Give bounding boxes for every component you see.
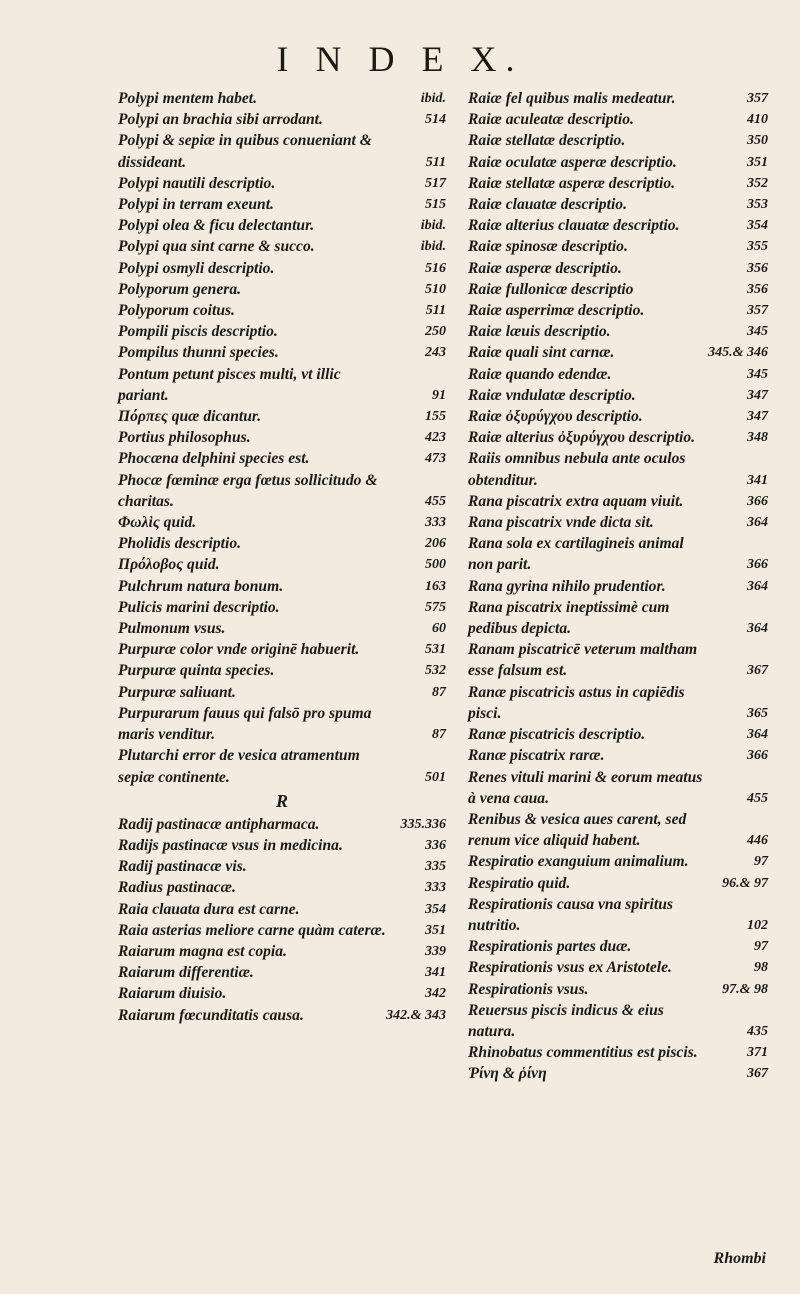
index-entry bbox=[468, 639, 768, 681]
entry-text: Polyporum genera. bbox=[118, 280, 242, 298]
index-entry bbox=[468, 194, 768, 215]
index-entry bbox=[468, 957, 768, 978]
entry-page-number: ibid. bbox=[420, 218, 446, 234]
index-entry bbox=[118, 279, 446, 300]
entry-page-number: 473 bbox=[425, 451, 446, 467]
entry-text: Purpuræ saliuant. bbox=[118, 683, 236, 701]
index-entry bbox=[468, 130, 768, 151]
entry-text: Ranæ piscatricis descriptio. bbox=[468, 726, 646, 744]
entry-text: Respirationis vsus ex Aristotele. bbox=[468, 959, 672, 977]
entry-text: Πόρπες quæ dicantur. bbox=[118, 408, 261, 426]
entry-page-number: 366 bbox=[747, 557, 768, 573]
section-letter: R bbox=[275, 790, 288, 811]
index-entry bbox=[468, 809, 768, 851]
index-entry bbox=[468, 576, 768, 597]
index-entry bbox=[118, 427, 446, 448]
entry-page-number: 341 bbox=[425, 965, 446, 981]
index-entry bbox=[468, 597, 768, 639]
entry-page-number: 333 bbox=[425, 515, 446, 531]
entry-text: Reuersus piscis indicus & eius natura. bbox=[468, 1001, 664, 1040]
entry-text: Raiæ ὀξυρύγχου descriptio. bbox=[468, 408, 643, 426]
entry-page-number: 206 bbox=[425, 536, 446, 552]
entry-page-number: 97.& 98 bbox=[722, 981, 768, 997]
entry-text: Raiæ aculeatæ descriptio. bbox=[468, 111, 634, 129]
entry-text: Portius philosophus. bbox=[118, 429, 251, 447]
entry-text: Raiæ spinosæ descriptio. bbox=[468, 238, 628, 256]
entry-text: Raiæ asperrimæ descriptio. bbox=[468, 302, 645, 320]
entry-text: Phocæna delphini species est. bbox=[118, 450, 310, 468]
index-entry bbox=[468, 767, 768, 809]
entry-text: Radius pastinacæ. bbox=[118, 879, 236, 897]
entry-text: Purpuræ quinta species. bbox=[118, 662, 275, 680]
index-entry bbox=[468, 1063, 768, 1084]
entry-text: Respirationis vsus. bbox=[468, 980, 589, 998]
entry-text: Raiæ oculatæ asperæ descriptio. bbox=[468, 153, 677, 171]
entry-text: Raiæ alterius ὀξυρύγχου descriptio. bbox=[468, 429, 696, 447]
entry-text: Raiæ læuis descriptio. bbox=[468, 323, 611, 341]
entry-text: Raiarum diuisio. bbox=[118, 985, 227, 1003]
index-entry bbox=[118, 109, 446, 130]
entry-page-number: ibid. bbox=[420, 91, 446, 106]
index-entry bbox=[468, 215, 768, 236]
index-entry bbox=[118, 512, 446, 533]
index-entry bbox=[118, 342, 446, 363]
entry-page-number: 348 bbox=[747, 430, 768, 446]
index-entry bbox=[468, 1000, 768, 1042]
entry-text: Radij pastinacæ vis. bbox=[118, 858, 247, 876]
entry-page-number: 354 bbox=[747, 218, 768, 234]
entry-page-number: 531 bbox=[425, 642, 446, 658]
entry-text: Polypi & sepiæ in quibus conueniant & dissideant. bbox=[118, 132, 372, 171]
entry-page-number: 347 bbox=[747, 409, 768, 425]
entry-page-number: 97 bbox=[754, 939, 768, 955]
index-entry bbox=[118, 660, 446, 681]
entry-page-number: 335 bbox=[425, 859, 446, 875]
index-entry bbox=[468, 385, 768, 406]
index-entry bbox=[118, 962, 446, 983]
index-entry bbox=[118, 364, 446, 406]
entry-page-number: 514 bbox=[425, 112, 446, 128]
entry-text: Raiæ quali sint carnæ. bbox=[468, 344, 615, 362]
entry-page-number: 410 bbox=[747, 112, 768, 128]
index-entry bbox=[118, 406, 446, 427]
index-entry bbox=[118, 920, 446, 941]
index-entry bbox=[118, 236, 446, 257]
entry-text: Raiarum fœcunditatis causa. bbox=[118, 1006, 304, 1024]
index-entry bbox=[118, 899, 446, 920]
index-entry bbox=[468, 300, 768, 321]
entry-page-number: 366 bbox=[747, 493, 768, 509]
entry-page-number: 96.& 97 bbox=[722, 875, 768, 891]
entry-text: Purpurarum fauus qui falsō pro spuma maris venditur. bbox=[118, 704, 372, 744]
index-entry bbox=[118, 576, 446, 597]
entry-text: Polypi nautili descriptio. bbox=[118, 174, 276, 192]
entry-page-number: 155 bbox=[425, 409, 446, 425]
entry-page-number: 97 bbox=[754, 854, 768, 870]
entry-page-number: 91 bbox=[432, 387, 446, 403]
index-entry bbox=[468, 724, 768, 745]
entry-text: Ranæ piscatrix raræ. bbox=[468, 747, 605, 765]
entry-page-number: 365 bbox=[747, 705, 768, 721]
entry-text: Radij pastinacæ antipharmaca. bbox=[118, 815, 320, 833]
entry-page-number: 366 bbox=[747, 748, 768, 764]
entry-page-number: 364 bbox=[747, 727, 768, 743]
index-entry bbox=[118, 941, 446, 962]
entry-page-number: 341 bbox=[747, 472, 768, 488]
entry-page-number: 335.336 bbox=[400, 816, 446, 832]
entry-text: Renes vituli marini & eorum meatus à vena caua. bbox=[468, 768, 703, 807]
entry-text: Purpuræ color vnde originē habuerit. bbox=[118, 641, 360, 659]
index-entry bbox=[468, 236, 768, 257]
entry-page-number: 339 bbox=[425, 943, 446, 959]
index-entry bbox=[468, 88, 768, 109]
entry-page-number: 345.& 346 bbox=[708, 345, 768, 361]
index-entry bbox=[468, 936, 768, 957]
entry-page-number: 345 bbox=[747, 366, 768, 382]
entry-page-number: 501 bbox=[425, 769, 446, 785]
index-entry bbox=[468, 321, 768, 342]
left-column bbox=[118, 88, 446, 1026]
entry-text: Raiarum differentiæ. bbox=[118, 964, 254, 982]
catchword: Rhombi bbox=[713, 1250, 766, 1267]
index-entry bbox=[118, 173, 446, 194]
entry-text: Renibus & vesica aues carent, sed renum vice aliquid habent. bbox=[468, 810, 687, 850]
index-entry bbox=[118, 1005, 446, 1026]
index-entry bbox=[468, 342, 768, 363]
entry-text: Pontum petunt pisces multi, vt illic pariant. bbox=[118, 365, 341, 404]
entry-text: Raiarum magna est copia. bbox=[118, 942, 287, 960]
index-entry bbox=[118, 983, 446, 1004]
entry-page-number: 364 bbox=[747, 621, 768, 637]
entry-text: Rana sola ex cartilagineis animal non parit. bbox=[468, 535, 684, 574]
page-title: I N D E X. bbox=[276, 39, 524, 79]
entry-page-number: 446 bbox=[747, 833, 768, 849]
index-entry bbox=[118, 215, 446, 236]
entry-text: Polypi in terram exeunt. bbox=[118, 196, 274, 214]
index-entry bbox=[118, 300, 446, 321]
index-entry bbox=[468, 152, 768, 173]
entry-page-number: 350 bbox=[747, 133, 768, 149]
entry-page-number: ibid. bbox=[420, 239, 446, 255]
entry-page-number: 357 bbox=[747, 303, 768, 319]
entry-text: Raiæ stellatæ asperæ descriptio. bbox=[468, 174, 676, 192]
entry-text: Φωλὶς quid. bbox=[118, 514, 197, 532]
entry-page-number: 517 bbox=[425, 175, 446, 191]
index-entry bbox=[118, 703, 446, 745]
entry-page-number: 367 bbox=[747, 1066, 768, 1082]
index-entry bbox=[118, 88, 446, 109]
entry-text: Pompili piscis descriptio. bbox=[118, 323, 278, 341]
index-entry bbox=[468, 258, 768, 279]
entry-text: Ῥίνη & ῥίνη bbox=[468, 1065, 547, 1083]
entry-text: Radijs pastinacæ vsus in medicina. bbox=[118, 836, 343, 854]
entry-page-number: 351 bbox=[747, 154, 768, 170]
index-entry bbox=[118, 470, 446, 512]
index-entry bbox=[118, 554, 446, 575]
index-entry bbox=[118, 835, 446, 856]
right-column bbox=[468, 88, 768, 1085]
entry-text: Polyporum coitus. bbox=[118, 302, 235, 320]
entry-text: Pulmonum vsus. bbox=[118, 620, 226, 638]
entry-page-number: 435 bbox=[747, 1023, 768, 1039]
entry-page-number: 102 bbox=[747, 917, 768, 933]
entry-page-number: 575 bbox=[425, 599, 446, 615]
entry-page-number: 515 bbox=[425, 197, 446, 213]
entry-text: Πρόλοβος quid. bbox=[118, 556, 220, 574]
entry-text: Polypi an brachia sibi arrodant. bbox=[118, 111, 323, 129]
entry-text: Rana piscatrix vnde dicta sit. bbox=[468, 514, 654, 532]
entry-text: Rana piscatrix ineptissimè cum pedibus depicta. bbox=[468, 598, 670, 638]
index-entry bbox=[468, 979, 768, 1000]
entry-text: Raiis omnibus nebula ante oculos obtenditur. bbox=[468, 450, 686, 489]
entry-page-number: 516 bbox=[425, 260, 446, 276]
index-entry bbox=[118, 745, 446, 787]
entry-page-number: 532 bbox=[425, 663, 446, 679]
entry-page-number: 356 bbox=[747, 281, 768, 297]
entry-text: Polypi mentem habet. bbox=[118, 90, 258, 107]
entry-page-number: 353 bbox=[747, 197, 768, 213]
entry-page-number: 342 bbox=[425, 986, 446, 1002]
entry-page-number: 455 bbox=[425, 493, 446, 509]
entry-text: Respiratio exanguium animalium. bbox=[468, 853, 689, 871]
entry-text: Raiæ clauatæ descriptio. bbox=[468, 196, 627, 214]
entry-text: Pulchrum natura bonum. bbox=[118, 577, 284, 595]
entry-text: Raiæ asperæ descriptio. bbox=[468, 259, 622, 277]
entry-text: Raiæ stellatæ descriptio. bbox=[468, 132, 626, 150]
entry-page-number: 243 bbox=[425, 345, 446, 361]
index-entry bbox=[118, 877, 446, 898]
entry-text: Rana piscatrix extra aquam viuit. bbox=[468, 492, 684, 510]
entry-text: Ranæ piscatricis astus in capiēdis pisci. bbox=[468, 683, 685, 722]
index-entry bbox=[118, 856, 446, 877]
entry-text: Raiæ alterius clauatæ descriptio. bbox=[468, 217, 680, 235]
index-entry bbox=[468, 533, 768, 575]
entry-page-number: 347 bbox=[747, 387, 768, 403]
index-entry bbox=[468, 406, 768, 427]
index-entry bbox=[118, 321, 446, 342]
entry-page-number: 250 bbox=[425, 324, 446, 340]
index-entry bbox=[468, 109, 768, 130]
entry-page-number: 60 bbox=[432, 621, 446, 637]
entry-page-number: 351 bbox=[425, 922, 446, 938]
index-entry bbox=[468, 512, 768, 533]
index-entry bbox=[118, 618, 446, 639]
entry-text: Raiæ fel quibus malis medeatur. bbox=[468, 90, 676, 107]
index-entry bbox=[468, 682, 768, 724]
index-entry bbox=[118, 194, 446, 215]
index-entry bbox=[468, 491, 768, 512]
entry-page-number: 98 bbox=[754, 960, 768, 976]
index-entry bbox=[118, 533, 446, 554]
entry-text: Raia clauata dura est carne. bbox=[118, 900, 300, 918]
index-entry bbox=[468, 894, 768, 936]
entry-page-number: 364 bbox=[747, 515, 768, 531]
entry-page-number: 364 bbox=[747, 578, 768, 594]
entry-text: Raiæ vndulatæ descriptio. bbox=[468, 386, 636, 404]
entry-text: Raiæ quando edendæ. bbox=[468, 365, 612, 383]
index-entry bbox=[468, 1042, 768, 1063]
entry-text: Raiæ fullonicæ descriptio bbox=[468, 280, 634, 298]
entry-text: Rana gyrina nihilo prudentior. bbox=[468, 577, 666, 595]
entry-page-number: 357 bbox=[747, 91, 768, 106]
entry-text: Ranam piscatricē veterum maltham esse falsum est. bbox=[468, 641, 698, 680]
entry-text: Polypi olea & ficu delectantur. bbox=[118, 217, 315, 235]
entry-text: Plutarchi error de vesica atramentum sepiæ continente. bbox=[118, 747, 360, 786]
entry-text: Rhinobatus commentitius est piscis. bbox=[468, 1044, 698, 1062]
entry-page-number: 511 bbox=[425, 154, 446, 170]
entry-text: Respirationis partes duæ. bbox=[468, 938, 632, 956]
entry-page-number: 367 bbox=[747, 663, 768, 679]
entry-page-number: 423 bbox=[425, 430, 446, 446]
entry-page-number: 356 bbox=[747, 260, 768, 276]
entry-page-number: 355 bbox=[747, 239, 768, 255]
entry-text: Respiratio quid. bbox=[468, 874, 571, 892]
entry-text: Polypi osmyli descriptio. bbox=[118, 259, 275, 277]
entry-text: Respirationis causa vna spiritus nutritio. bbox=[468, 895, 673, 934]
index-entry bbox=[118, 130, 446, 172]
entry-page-number: 352 bbox=[747, 175, 768, 191]
entry-page-number: 371 bbox=[747, 1045, 768, 1061]
entry-text: Polypi qua sint carne & succo. bbox=[118, 238, 315, 256]
index-entry bbox=[468, 448, 768, 490]
index-entry bbox=[468, 427, 768, 448]
index-entry bbox=[118, 448, 446, 469]
index-entry bbox=[118, 258, 446, 279]
entry-page-number: 87 bbox=[432, 684, 446, 700]
entry-page-number: 345 bbox=[747, 324, 768, 340]
index-entry bbox=[468, 745, 768, 766]
entry-page-number: 455 bbox=[747, 790, 768, 806]
entry-text: Pholidis descriptio. bbox=[118, 535, 242, 553]
index-entry bbox=[118, 682, 446, 703]
index-entry bbox=[118, 597, 446, 618]
index-entry bbox=[468, 873, 768, 894]
index-entry bbox=[118, 814, 446, 835]
index-entry bbox=[118, 639, 446, 660]
index-entry bbox=[468, 279, 768, 300]
entry-page-number: 500 bbox=[425, 557, 446, 573]
entry-page-number: 87 bbox=[432, 727, 446, 743]
entry-page-number: 511 bbox=[425, 303, 446, 319]
entry-page-number: 336 bbox=[425, 837, 446, 853]
entry-text: Phocæ fœminæ erga fœtus sollicitudo & charitas. bbox=[118, 471, 378, 510]
entry-page-number: 163 bbox=[425, 578, 446, 594]
entry-text: Pulicis marini descriptio. bbox=[118, 598, 280, 616]
entry-text: Raia asterias meliore carne quàm cateræ. bbox=[118, 921, 386, 939]
entry-text: Pompilus thunni species. bbox=[118, 344, 279, 362]
entry-page-number: 510 bbox=[425, 281, 446, 297]
entry-page-number: 354 bbox=[425, 901, 446, 917]
entry-page-number: 342.& 343 bbox=[386, 1007, 446, 1023]
index-entry bbox=[468, 364, 768, 385]
index-entry bbox=[468, 173, 768, 194]
index-entry bbox=[468, 851, 768, 872]
entry-page-number: 333 bbox=[425, 880, 446, 896]
